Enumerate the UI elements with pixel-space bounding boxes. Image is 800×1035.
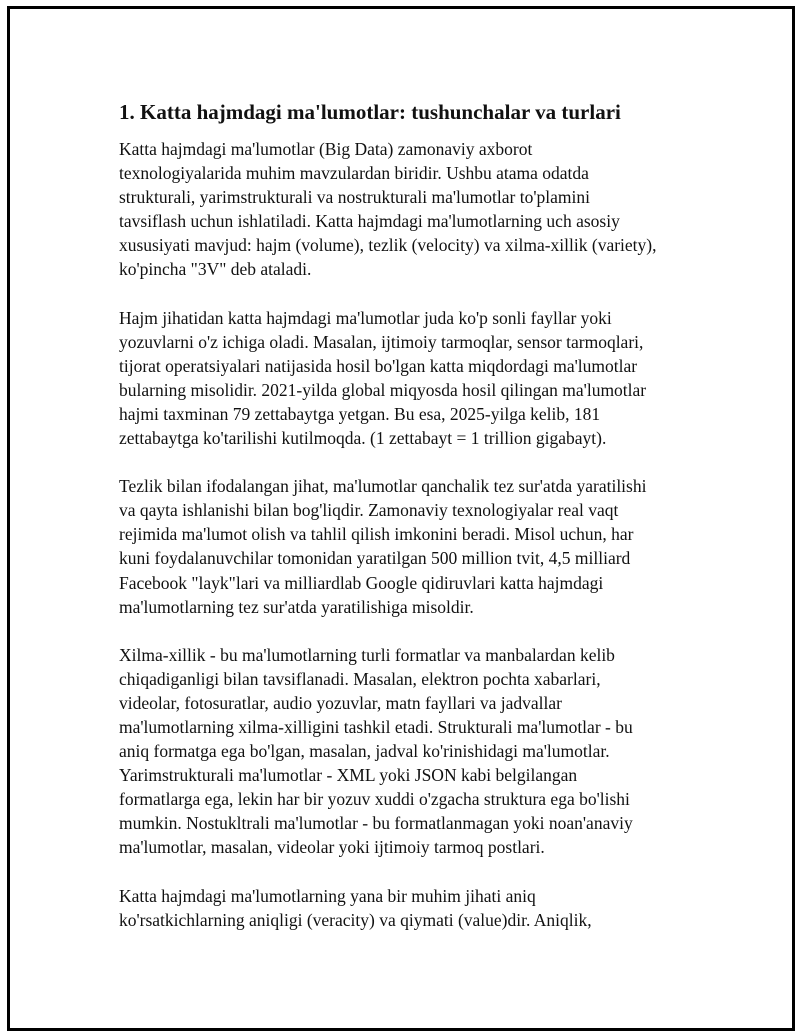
text-line: bularning misolidir. 2021-yilda global miqyosda hosil qilingan ma'lumotlar (119, 379, 647, 400)
text-line: chiqadiganligi bilan tavsiflanadi. Masalan, elektron pochta xabarlari, (119, 668, 601, 689)
text-line: aniq formatga ega bo'lgan, masalan, jadval ko'rinishidagi ma'lumotlar. (119, 741, 610, 762)
text-line: kuni foydalanuvchilar tomonidan yaratilgan 500 million tvit, 4,5 milliard (119, 548, 631, 569)
text-line: ko'pincha "3V" deb ataladi. (119, 259, 312, 280)
paragraph-velocity (119, 474, 699, 619)
text-line: tavsiflash uchun ishlatiladi. Katta hajmdagi ma'lumotlarning uch asosiy (119, 211, 620, 232)
page-frame (7, 6, 795, 1031)
text-line: ma'lumotlar, masalan, videolar yoki ijtimoiy tarmoq postlari. (119, 837, 545, 858)
paragraph-big-data-intro (119, 137, 699, 282)
text-line: videolar, fotosuratlar, audio yozuvlar, matn fayllari va jadvallar (119, 692, 563, 713)
text-line: strukturali, yarimstrukturali va nostrukturali ma'lumotlar to'plamini (119, 187, 590, 208)
text-line: texnologiyalarida muhim mavzulardan biridir. Ushbu atama odatda (119, 163, 589, 184)
paragraph-volume (119, 306, 699, 451)
text-line: Katta hajmdagi ma'lumotlar (Big Data) zamonaviy axborot (119, 139, 533, 159)
section-heading: 1. Katta hajmdagi ma'lumotlar: tushunchalar va turlari (119, 100, 621, 124)
text-line: ma'lumotlarning xilma-xilligini tashkil etadi. Strukturali ma'lumotlar - bu (119, 716, 633, 737)
document-body (119, 97, 699, 956)
text-line: Hajm jihatidan katta hajmdagi ma'lumotlar juda ko'p sonli fayllar yoki (119, 307, 612, 328)
text-line: hajmi taxminan 79 zettabaytga yetgan. Bu esa, 2025-yilga kelib, 181 (119, 403, 601, 424)
paragraph-variety (119, 643, 699, 860)
text-line: Tezlik bilan ifodalangan jihat, ma'lumotlar qanchalik tez sur'atda yaratilishi (119, 476, 647, 497)
paragraph-veracity-value (119, 884, 699, 932)
text-line: xususiyati mavjud: hajm (volume), tezlik (velocity) va xilma-xillik (variety), (119, 235, 657, 256)
text-line: ko'rsatkichlarning aniqligi (veracity) va qiymati (value)dir. Aniqlik, (119, 909, 592, 930)
text-line: Xilma-xillik - bu ma'lumotlarning turli formatlar va manbalardan kelib (119, 644, 615, 665)
text-line: Yarimstrukturali ma'lumotlar - XML yoki JSON kabi belgilangan (119, 765, 578, 786)
text-line: Katta hajmdagi ma'lumotlarning yana bir muhim jihati aniq (119, 885, 536, 906)
text-line: Facebook "layk"lari va milliardlab Google qidiruvlari katta hajmdagi (119, 572, 604, 593)
text-line: va qayta ishlanishi bilan bog'liqdir. Zamonaviy texnologiyalar real vaqt (119, 500, 619, 521)
text-line: mumkin. Nostukltrali ma'lumotlar - bu formatlanmagan yoki noan'anaviy (119, 813, 633, 834)
text-line: ma'lumotlarning tez sur'atda yaratilishiga misoldir. (119, 596, 474, 617)
text-line: tijorat operatsiyalari natijasida hosil bo'lgan katta miqdordagi ma'lumotlar (119, 355, 638, 376)
text-line: rejimida ma'lumot olish va tahlil qilish imkonini beradi. Misol uchun, har (119, 524, 634, 545)
text-line: zettabaytga ko'tarilishi kutilmoqda. (1 zettabayt = 1 trillion gigabayt). (119, 428, 607, 449)
text-line: formatlarga ega, lekin har bir yozuv xuddi o'zgacha struktura ega bo'lishi (119, 789, 630, 810)
text-line: yozuvlarni o'z ichiga oladi. Masalan, ijtimoiy tarmoqlar, sensor tarmoqlari, (119, 331, 644, 352)
